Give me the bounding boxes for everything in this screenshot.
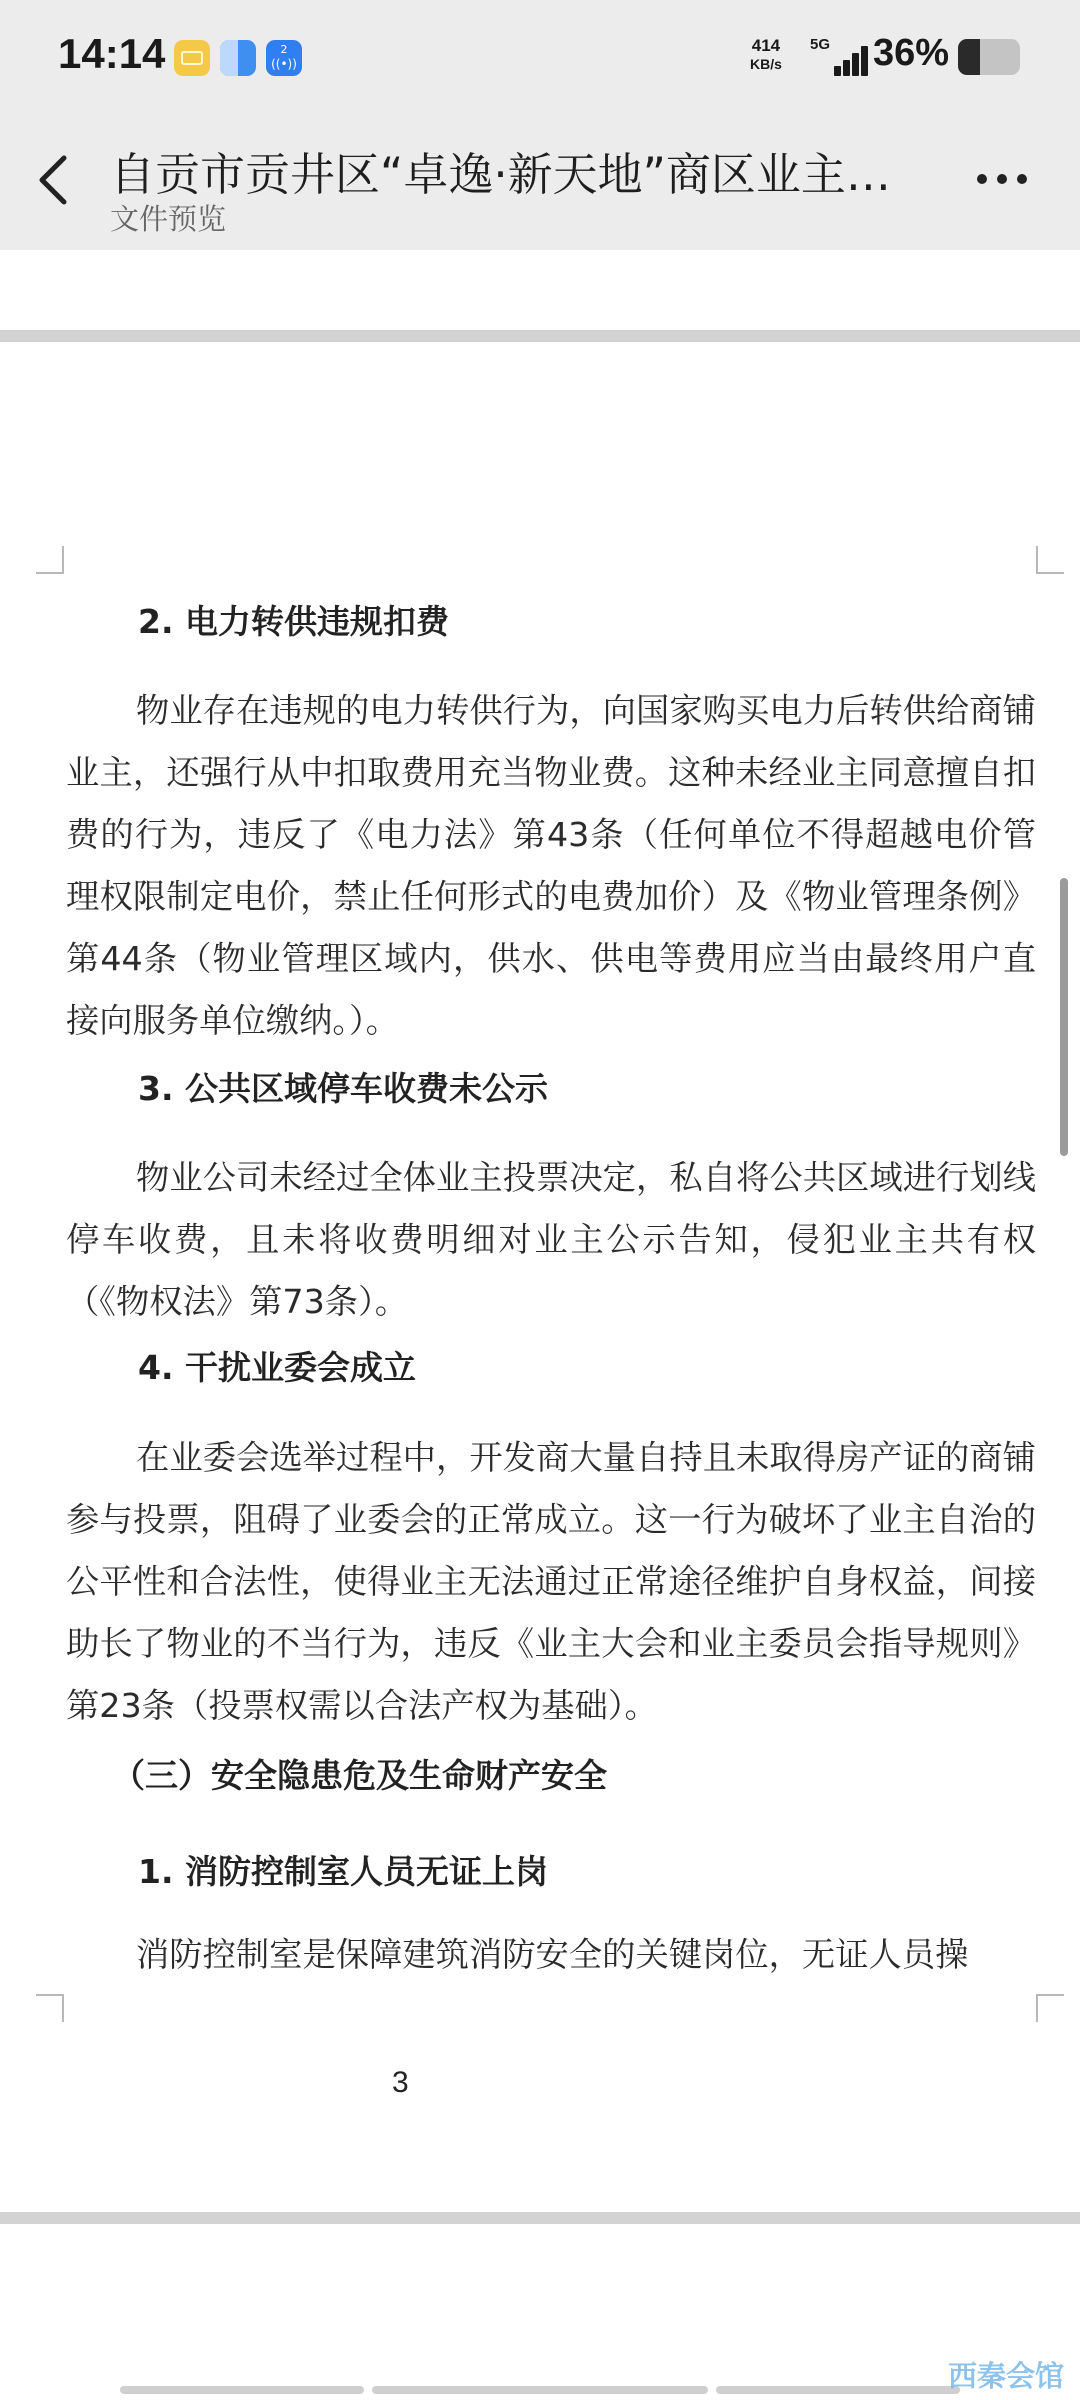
paragraph-fire-control: 消防控制室是保障建筑消防安全的关键岗位，无证人员操 bbox=[136, 1935, 969, 1974]
battery-percent: 36% bbox=[873, 32, 950, 74]
paragraph-electricity: 物业存在违规的电力转供行为，向国家购买电力后转供给商铺业主，还强行从中扣取费用充当物业费。这种未经业主同意擅自扣费的行为，违反了《电力法》第43条（任何单位不得超越电价管理权限制定电价，禁止任何形式的电费加价）及《物业管理条例》第44条（物业管理区域内，供水、供电等费用应当由最终用户直接向服务单位缴纳。）。 bbox=[66, 691, 1036, 1040]
bottom-indicator bbox=[716, 2386, 960, 2394]
scrollbar-thumb[interactable] bbox=[1060, 878, 1068, 1156]
crop-mark bbox=[36, 546, 64, 574]
heading-electricity: 2. 电力转供违规扣费 bbox=[138, 602, 449, 641]
battery-icon bbox=[958, 39, 1020, 75]
heading-fire-control: 1. 消防控制室人员无证上岗 bbox=[138, 1852, 548, 1891]
chat-app-icon bbox=[220, 40, 256, 76]
page-title: 自贡市贡井区“卓逸·新天地”商区业主… bbox=[110, 148, 891, 201]
heading-parking: 3. 公共区域停车收费未公示 bbox=[138, 1069, 548, 1108]
page-number: 3 bbox=[392, 2066, 409, 2099]
page-subtitle: 文件预览 bbox=[110, 202, 227, 236]
bottom-indicator bbox=[372, 2386, 708, 2394]
heading-committee: 4. 干扰业委会成立 bbox=[138, 1348, 416, 1387]
paragraph-parking: 物业公司未经过全体业主投票决定，私自将公共区域进行划线停车收费，且未将收费明细对业主公示告知，侵犯业主共有权（《物权法》第73条）。 bbox=[66, 1158, 1036, 1321]
signal-strength-icon bbox=[818, 40, 868, 76]
paragraph-committee: 在业委会选举过程中，开发商大量自持且未取得房产证的商铺参与投票，阻碍了业委会的正常成立。这一行为破坏了业主自治的公平性和合法性，使得业主无法通过正常途径维护自身权益，间接助长了物业的不当行为，违反《业主大会和业主委员会指导规则》第23条（投票权需以合法产权为基础）。 bbox=[66, 1438, 1036, 1725]
notes-app-icon bbox=[174, 40, 210, 76]
watermark: 西秦会馆 bbox=[948, 2359, 1065, 2393]
hotspot-badge: 2 bbox=[280, 43, 288, 56]
hotspot-icon: 2 ((•)) bbox=[266, 40, 302, 76]
section-heading-safety: （三）安全隐患危及生命财产安全 bbox=[112, 1756, 607, 1795]
network-speed bbox=[750, 36, 782, 74]
network-speed-value: 414 bbox=[751, 36, 781, 55]
status-time: 14:14 bbox=[58, 30, 166, 77]
crop-mark bbox=[36, 1994, 64, 2022]
page-separator bbox=[0, 330, 1080, 342]
top-bar bbox=[0, 0, 1080, 250]
network-speed-unit: KB/s bbox=[750, 56, 782, 72]
back-arrow-icon[interactable] bbox=[32, 150, 76, 210]
more-options-icon[interactable] bbox=[975, 168, 1031, 192]
page-separator bbox=[0, 2212, 1080, 2224]
network-type: 5G bbox=[810, 36, 831, 53]
crop-mark bbox=[1036, 1994, 1064, 2022]
bottom-indicator bbox=[120, 2386, 364, 2394]
crop-mark bbox=[1036, 546, 1064, 574]
